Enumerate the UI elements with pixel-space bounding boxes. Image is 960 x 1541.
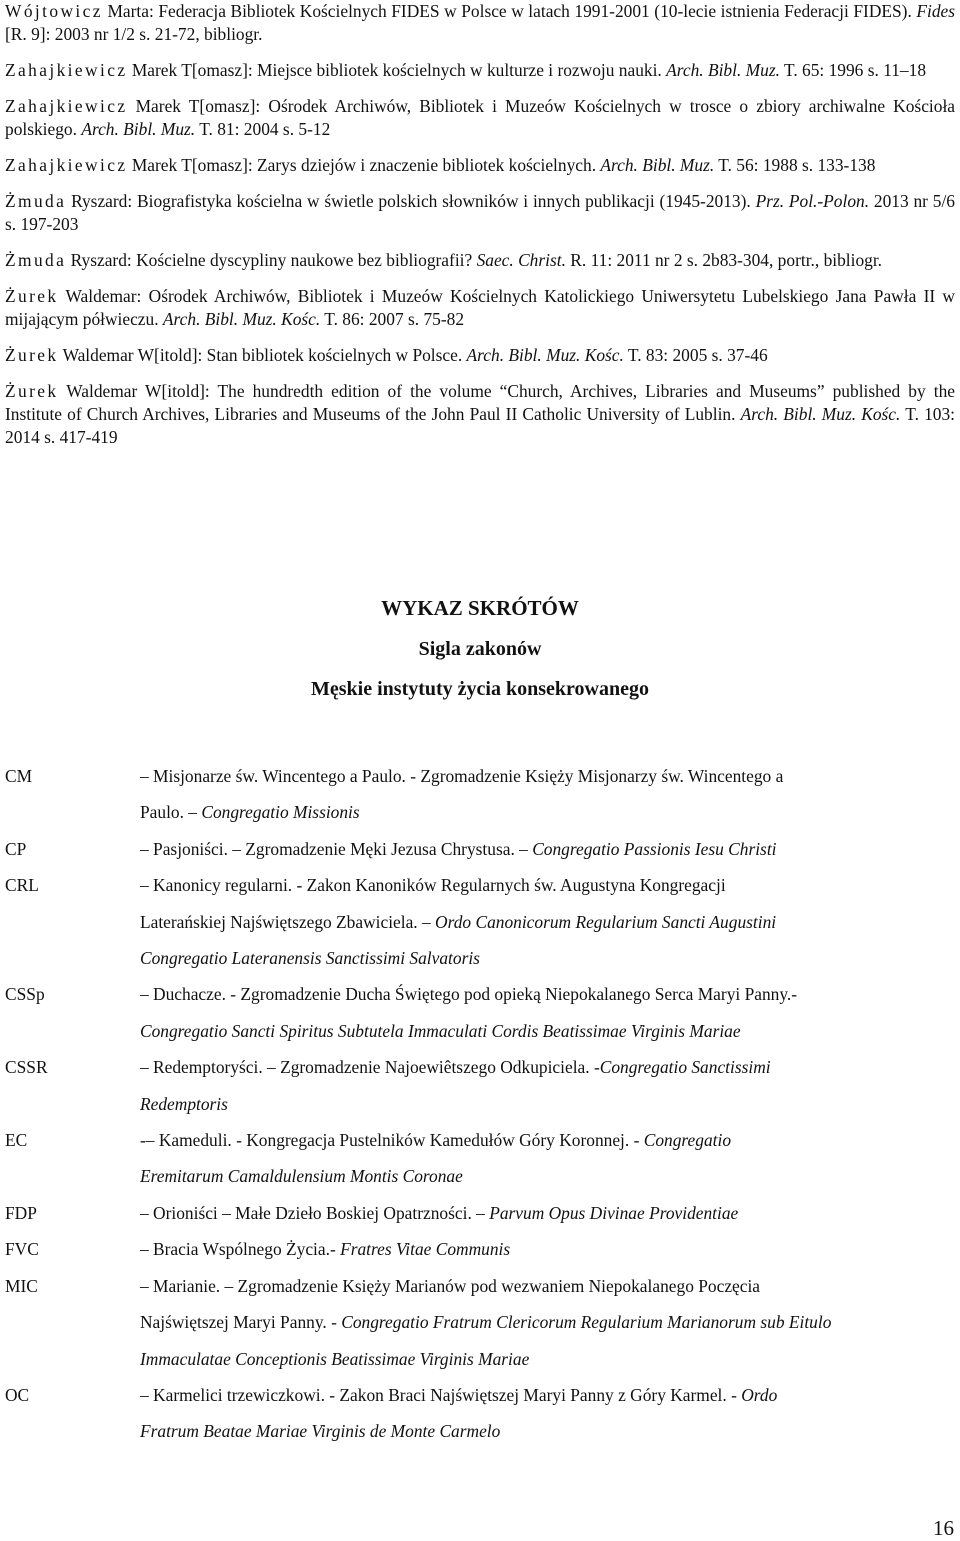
abbreviation-code: MIC xyxy=(5,1275,38,1296)
entry-text: Marek T[omasz]: Zarys dziejów i znaczenie bibliotek kościelnych. xyxy=(127,155,601,175)
abbreviation-code: CSSp xyxy=(5,984,45,1005)
latin-name: Parvum Opus Divinae Providentiae xyxy=(489,1202,739,1223)
latin-name: Fratres Vitae Communis xyxy=(340,1239,511,1260)
entry-journal: Arch. Bibl. Muz. Kośc. xyxy=(740,404,901,424)
description-line xyxy=(140,1049,935,1085)
polish-name: – Karmelici trzewiczkowi. - Zakon Braci Najświętszej Maryi Panny z Góry Karmel. - xyxy=(140,1384,742,1405)
entry-text: Waldemar W[itold]: Stan bibliotek kościelnych w Polsce. xyxy=(58,345,467,365)
latin-name: Congregatio Sanctissimi xyxy=(599,1057,771,1078)
bibliography-entry xyxy=(5,154,955,177)
bibliography-entry xyxy=(5,380,955,449)
abbreviation-row xyxy=(5,1122,935,1195)
entry-text: [R. 9]: 2003 nr 1/2 s. 21-72, bibliogr. xyxy=(5,24,263,44)
page-number: 16 xyxy=(933,1516,954,1540)
description-line xyxy=(140,1158,935,1194)
entry-author: Wójtowicz xyxy=(5,1,103,21)
abbreviations-header xyxy=(0,594,960,703)
section-heading: Męskie instytuty życia konsekrowanego xyxy=(311,678,649,700)
entry-text: R. 11: 2011 nr 2 s. 2b83-304, portr., bibliogr. xyxy=(565,250,883,270)
entry-text: T. 103: 2014 s. 417-419 xyxy=(5,404,956,447)
description-line xyxy=(140,1086,935,1122)
description-line xyxy=(140,1195,935,1231)
entry-text: Waldemar W[itold]: The hundredth edition of the volume “Church, Archives, Libraries and Museums” published by the Institute of Church Archives, Libraries and Museums of the John Paul II Catholic University of Lublin. xyxy=(5,381,955,424)
entry-journal: Arch. Bibl. Muz. Kośc. xyxy=(466,345,624,365)
abbreviation-code: CRL xyxy=(5,875,39,896)
entry-text: T. 86: 2007 s. 75-82 xyxy=(320,309,465,329)
description-line xyxy=(140,794,935,830)
abbreviation-row xyxy=(5,976,935,1049)
page-title: WYKAZ SKRÓTÓW xyxy=(381,596,579,620)
abbreviation-code: OC xyxy=(5,1384,30,1405)
entry-author: Zahajkiewicz xyxy=(5,96,128,116)
bibliography-entry xyxy=(5,190,955,236)
entry-journal: Prz. Pol.-Polon. xyxy=(755,191,870,211)
bibliography-list xyxy=(5,0,955,462)
bibliography-entry xyxy=(5,344,955,367)
description-line xyxy=(140,1013,935,1049)
entry-author: Żurek xyxy=(5,345,59,365)
description-line xyxy=(140,1122,935,1158)
polish-name: – Pasjoniści. – Zgromadzenie Męki Jezusa Chrystusa. – xyxy=(140,838,533,859)
entry-text: T. 81: 2004 s. 5-12 xyxy=(195,119,331,139)
entry-text: Marek T[omasz]: Ośrodek Archiwów, Bibliotek i Muzeów Kościelnych w trosce o zbiory archiwalne Kościoła polskiego. xyxy=(5,96,955,139)
abbreviation-code: CP xyxy=(5,838,27,859)
abbreviation-row xyxy=(5,1231,935,1267)
polish-name: Laterańskiej Najświętszego Zbawiciela. – xyxy=(140,911,436,932)
entry-journal: Arch. Bibl. Muz. xyxy=(600,155,715,175)
abbreviation-code: FVC xyxy=(5,1239,39,1260)
latin-name: Congregatio xyxy=(643,1130,732,1151)
latin-name: Congregatio Missionis xyxy=(201,802,360,823)
abbreviation-row xyxy=(5,1268,935,1377)
abbreviation-code: EC xyxy=(5,1130,28,1151)
description-line xyxy=(140,904,935,940)
abbreviation-description xyxy=(140,758,935,831)
entry-author: Żmuda xyxy=(5,250,67,270)
entry-text: Ryszard: Biografistyka kościelna w świetle polskich słowników i innych publikacji (1945-2013). xyxy=(66,191,756,211)
description-line xyxy=(140,867,935,903)
polish-name: – Bracia Wspólnego Życia.- xyxy=(140,1239,341,1260)
description-line xyxy=(140,1377,935,1413)
entry-journal: Arch. Bibl. Muz. xyxy=(666,60,780,80)
polish-name: – Misjonarze św. Wincentego a Paulo. - Zgromadzenie Księży Misjonarzy św. Wincentego a xyxy=(140,766,784,786)
entry-text: 2013 nr 5/6 s. 197-203 xyxy=(5,191,955,234)
abbreviation-description xyxy=(140,831,935,867)
latin-name: Ordo Canonicorum Regularium Sancti Augustini xyxy=(435,911,777,932)
entry-text: Marta: Federacja Bibliotek Kościelnych FIDES w Polsce w latach 1991-2001 (10-lecie istnienia Federacji FIDES). xyxy=(102,1,917,21)
polish-name: – Redemptoryści. – Zgromadzenie Najoewiêtszego Odkupiciela. - xyxy=(140,1057,600,1078)
entry-author: Żurek xyxy=(5,286,59,306)
description-line xyxy=(140,1341,935,1377)
entry-journal: Arch. Bibl. Muz. xyxy=(81,119,196,139)
description-line xyxy=(140,758,935,794)
entry-text: Waldemar: Ośrodek Archiwów, Bibliotek i Muzeów Kościelnych Katolickiego Uniwersytetu Lubelskiego Jana Pawła II w mijającym półwieczu. xyxy=(5,286,955,329)
abbreviation-row xyxy=(5,758,935,831)
polish-name: – Kanonicy regularni. - Zakon Kanoników Regularnych św. Augustyna Kongregacji xyxy=(140,875,726,896)
abbreviation-row xyxy=(5,1195,935,1231)
entry-author: Żmuda xyxy=(5,191,67,211)
abbreviations-list xyxy=(5,758,935,1450)
entry-journal: Saec. Christ. xyxy=(476,250,566,270)
latin-name: Congregatio Sancti Spiritus Subtutela Immaculati Cordis Beatissimae Virginis Mariae xyxy=(140,1020,741,1041)
entry-author: Zahajkiewicz xyxy=(5,155,128,175)
entry-journal: Fides xyxy=(916,1,955,21)
description-line xyxy=(140,976,935,1012)
abbreviation-description xyxy=(140,1231,935,1267)
entry-journal: Arch. Bibl. Muz. Kośc. xyxy=(162,309,321,329)
latin-name: Ordo xyxy=(741,1384,778,1405)
entry-text: Marek T[omasz]: Miejsce bibliotek kościelnych w kulturze i rozwoju nauki. xyxy=(127,60,667,80)
entry-text: T. 56: 1988 s. 133-138 xyxy=(714,155,876,175)
abbreviation-description xyxy=(140,976,935,1049)
description-line xyxy=(140,1268,935,1304)
latin-name: Fratrum Beatae Mariae Virginis de Monte Carmelo xyxy=(140,1421,501,1442)
bibliography-entry xyxy=(5,249,955,272)
abbreviation-row xyxy=(5,831,935,867)
abbreviation-code: CM xyxy=(5,766,33,786)
latin-name: Congregatio Fratrum Clericorum Regularium Marianorum sub Eitulo xyxy=(341,1312,832,1333)
abbreviation-description xyxy=(140,867,935,976)
abbreviation-description xyxy=(140,1049,935,1122)
entry-author: Zahajkiewicz xyxy=(5,60,128,80)
bibliography-entry xyxy=(5,285,955,331)
abbreviation-description xyxy=(140,1377,935,1450)
description-line xyxy=(140,1231,935,1267)
entry-text: T. 65: 1996 s. 11–18 xyxy=(779,60,927,80)
bibliography-entry xyxy=(5,95,955,141)
polish-name: – Orioniści – Małe Dzieło Boskiej Opatrzności. – xyxy=(140,1202,490,1223)
abbreviation-description xyxy=(140,1195,935,1231)
subtitle: Sigla zakonów xyxy=(418,638,542,660)
latin-name: Eremitarum Camaldulensium Montis Coronae xyxy=(140,1166,463,1187)
bibliography-entry xyxy=(5,59,955,82)
polish-name: -– Kameduli. - Kongregacja Pustelników Kamedułów Góry Koronnej. - xyxy=(140,1130,644,1151)
polish-name: Paulo. – xyxy=(140,802,202,823)
abbreviation-description xyxy=(140,1122,935,1195)
bibliography-entry xyxy=(5,0,955,46)
polish-name: Najświętszej Maryi Panny. - xyxy=(140,1312,342,1333)
abbreviation-code: FDP xyxy=(5,1202,37,1223)
description-line xyxy=(140,1413,935,1449)
description-line xyxy=(140,831,935,867)
latin-name: Congregatio Passionis Iesu Christi xyxy=(532,838,777,859)
latin-name: Redemptoris xyxy=(140,1093,228,1114)
entry-text: Ryszard: Kościelne dyscypliny naukowe bez bibliografii? xyxy=(66,250,477,270)
polish-name: – Marianie. – Zgromadzenie Księży Marianów pod wezwaniem Niepokalanego Poczęcia xyxy=(140,1275,761,1296)
latin-name: Immaculatae Conceptionis Beatissimae Virginis Mariae xyxy=(140,1348,530,1369)
description-line xyxy=(140,940,935,976)
abbreviation-row xyxy=(5,1377,935,1450)
polish-name: – Duchacze. - Zgromadzenie Ducha Świętego pod opieką Niepokalanego Serca Maryi Panny.- xyxy=(140,984,798,1005)
abbreviation-row xyxy=(5,867,935,976)
entry-text: T. 83: 2005 s. 37-46 xyxy=(623,345,768,365)
entry-author: Żurek xyxy=(5,381,59,401)
latin-name: Congregatio Lateranensis Sanctissimi Salvatoris xyxy=(140,948,480,969)
abbreviation-description xyxy=(140,1268,935,1377)
abbreviation-row xyxy=(5,1049,935,1122)
abbreviation-code: CSSR xyxy=(5,1057,48,1078)
description-line xyxy=(140,1304,935,1340)
